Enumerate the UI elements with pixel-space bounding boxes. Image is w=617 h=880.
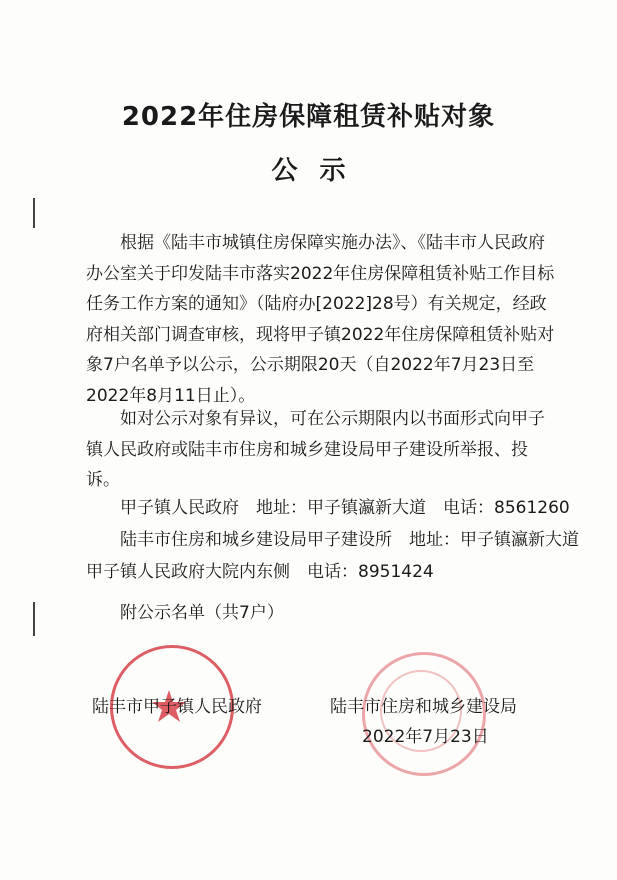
document-subtitle: 公示 bbox=[271, 156, 368, 186]
contact-line-town-government: 甲子镇人民政府 地址：甲子镇瀛新大道 电话：8561260 bbox=[120, 498, 570, 518]
signature-right: 陆丰市住房和城乡建设局 bbox=[330, 697, 517, 717]
signature-date: 2022年7月23日 bbox=[362, 727, 489, 747]
contact-line-construction-office-cont: 甲子镇人民政府大院内东侧 电话：8951424 bbox=[86, 562, 434, 582]
binding-mark-bottom bbox=[33, 602, 35, 636]
attachment-note: 附公示名单（共7户） bbox=[120, 603, 284, 623]
paragraph-objection: 如对公示对象有异议，可在公示期限内以书面形式向甲子镇人民政府或陆丰市住房和城乡建设局甲子建设所举报、投诉。 bbox=[86, 409, 545, 490]
contact-line-construction-office: 陆丰市住房和城乡建设局甲子建设所 地址：甲子镇瀛新大道 bbox=[120, 530, 579, 550]
paragraph-basis: 根据《陆丰市城镇住房保障实施办法》、《陆丰市人民政府办公室关于印发陆丰市落实2022年住房保障租赁补贴工作目标任务工作方案的通知》（陆府办[2022]28号）有关规定，经政府相关部门调查审核，现将甲子镇2022年住房保障租赁补贴对象7户名单予以公示，公示期限20天（自2022年7月23日至2022年8月11日止）。 bbox=[86, 233, 555, 406]
signature-left: 陆丰市甲子镇人民政府 bbox=[92, 697, 262, 717]
binding-mark-top bbox=[33, 198, 35, 228]
document-title: 2022年住房保障租赁补贴对象 bbox=[121, 102, 496, 132]
